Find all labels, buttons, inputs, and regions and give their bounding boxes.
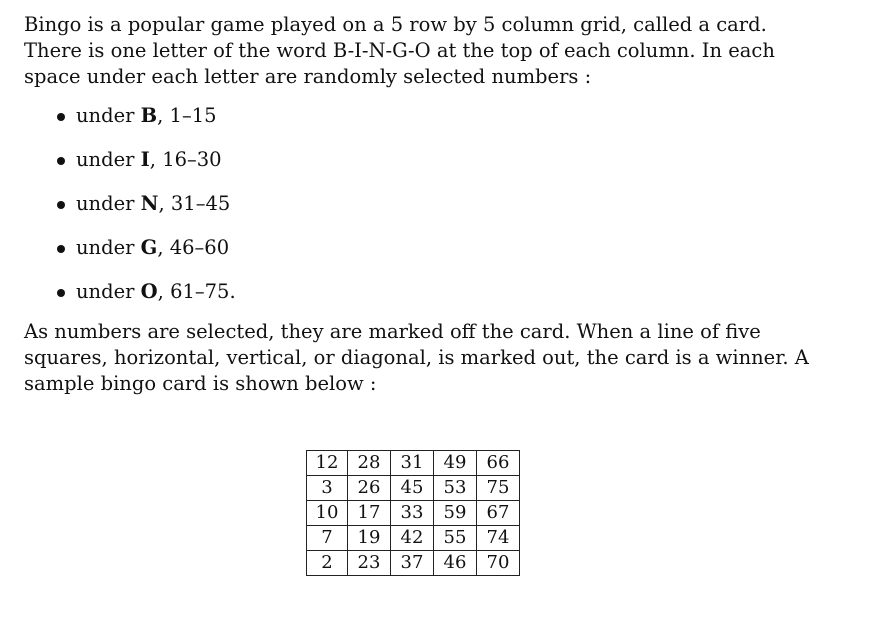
- list-item-prefix: under: [76, 236, 141, 259]
- table-row: [307, 476, 520, 501]
- table-cell: 7: [307, 526, 348, 551]
- table-cell: 31: [391, 451, 434, 476]
- list-item-letter: G: [140, 236, 158, 259]
- table-cell: 10: [307, 501, 348, 526]
- list-item-b: [24, 103, 824, 147]
- list-item-range: , 61–75.: [157, 280, 236, 303]
- table-cell: 45: [391, 476, 434, 501]
- table-row: [307, 526, 520, 551]
- bullet-icon: [57, 157, 65, 165]
- table-cell: 12: [307, 451, 348, 476]
- table-row: [307, 551, 520, 576]
- table-cell: 19: [348, 526, 391, 551]
- list-item-range: , 31–45: [158, 192, 231, 215]
- list-item-letter: N: [140, 192, 159, 215]
- list-item-n: [24, 191, 824, 235]
- table-cell: 3: [307, 476, 348, 501]
- list-item-prefix: under: [76, 280, 141, 303]
- list-item-letter: I: [140, 148, 150, 171]
- table-cell: 46: [434, 551, 477, 576]
- bullet-icon: [57, 245, 65, 253]
- table-cell: 55: [434, 526, 477, 551]
- table-row: [307, 501, 520, 526]
- list-item-letter: O: [140, 280, 158, 303]
- table-cell: 17: [348, 501, 391, 526]
- table-cell: 28: [348, 451, 391, 476]
- table-cell: 74: [477, 526, 520, 551]
- bingo-card: [306, 450, 520, 576]
- table-cell: 53: [434, 476, 477, 501]
- table-cell: 2: [307, 551, 348, 576]
- table-cell: 49: [434, 451, 477, 476]
- table-cell: 66: [477, 451, 520, 476]
- list-item-o: [24, 279, 824, 323]
- table-cell: 59: [434, 501, 477, 526]
- table-cell: 23: [348, 551, 391, 576]
- table-row: [307, 451, 520, 476]
- document-body: [24, 12, 824, 397]
- bullet-icon: [57, 201, 65, 209]
- list-item-range: , 16–30: [149, 148, 222, 171]
- list-item-prefix: under: [76, 192, 141, 215]
- list-item-letter: B: [140, 104, 158, 127]
- list-item-i: [24, 147, 824, 191]
- table-cell: 37: [391, 551, 434, 576]
- list-item-prefix: under: [76, 104, 141, 127]
- outro-paragraph: As numbers are selected, they are marked off the card. When a line of five squares, horizontal, vertical, or diagonal, is marked out, the card is a winner. A sample bingo card is shown below :: [24, 320, 809, 395]
- list-item-range: , 1–15: [157, 104, 217, 127]
- list-item-g: [24, 235, 824, 279]
- list-item-prefix: under: [76, 148, 141, 171]
- list-item-range: , 46–60: [157, 236, 230, 259]
- letter-range-list: [24, 103, 824, 323]
- table-cell: 42: [391, 526, 434, 551]
- table-cell: 70: [477, 551, 520, 576]
- table-cell: 33: [391, 501, 434, 526]
- bullet-icon: [57, 289, 65, 297]
- bullet-icon: [57, 113, 65, 121]
- table-cell: 67: [477, 501, 520, 526]
- table-cell: 75: [477, 476, 520, 501]
- table-cell: 26: [348, 476, 391, 501]
- intro-paragraph: Bingo is a popular game played on a 5 row by 5 column grid, called a card. There is one letter of the word B-I-N-G-O at the top of each column. In each space under each letter are randomly selected numbers :: [24, 13, 775, 88]
